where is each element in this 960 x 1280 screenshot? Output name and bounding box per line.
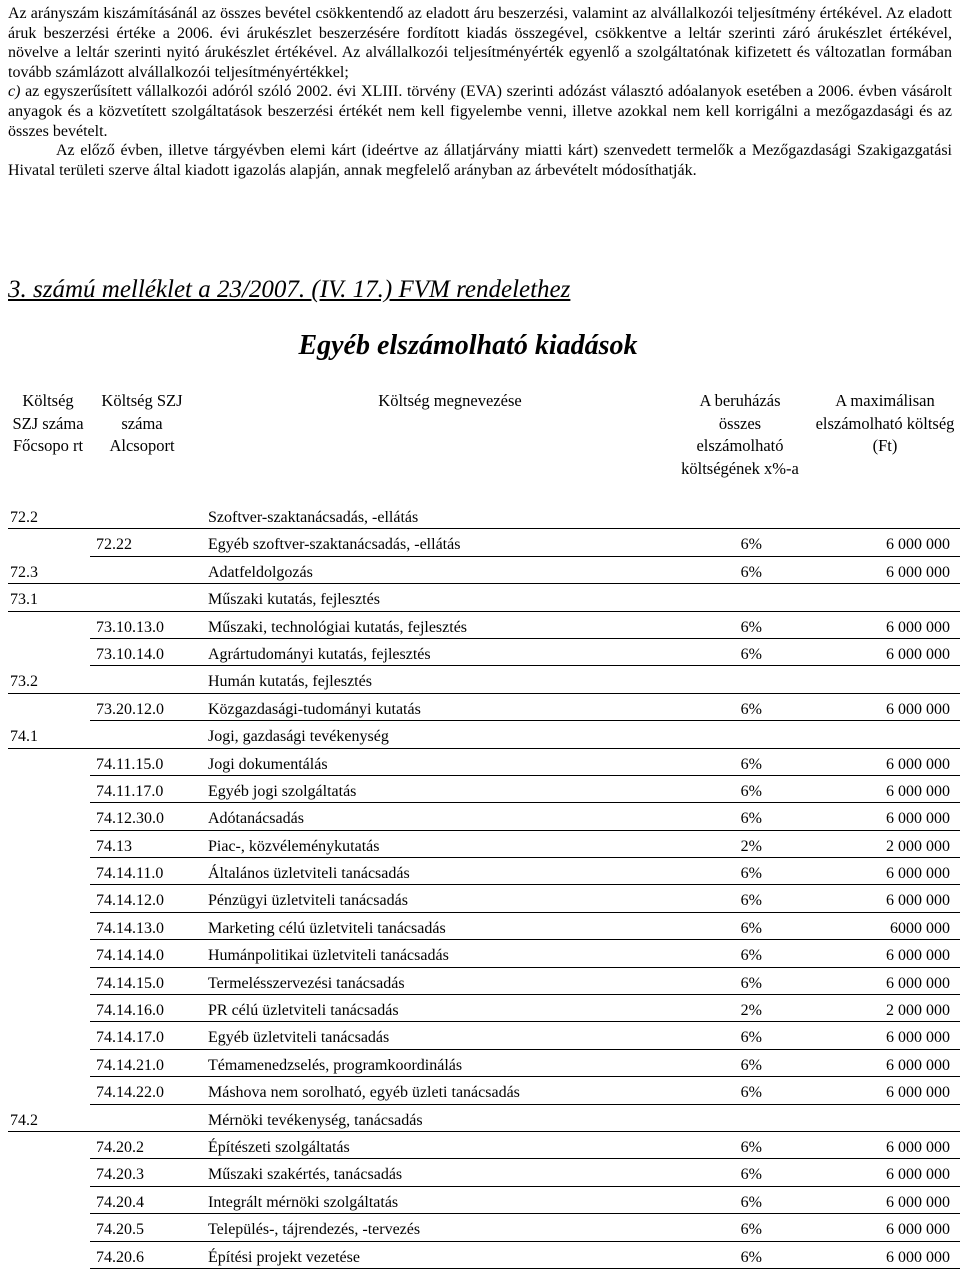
- cell-max-cost: 2 000 000: [886, 1002, 950, 1020]
- cell-subgroup: 74.14.15.0: [96, 974, 164, 992]
- cell-cost-name: Műszaki szakértés, tanácsadás: [208, 1166, 403, 1184]
- cell-max-cost: 6 000 000: [886, 892, 950, 910]
- intro-paragraph-3: Az előző évben, illetve tárgyévben elemi kárt (ideértve az állatjárvány miatti kárt) szenvedett termelők a Mezőgazdasági Szakigazgatási Hivatal területi szerve által kiadott igazolás alapján, annak megfelelő arányban az árbevételt módosíthatják.: [8, 142, 952, 179]
- table-row: [0, 778, 960, 805]
- table-row: [0, 1189, 960, 1216]
- cell-cost-name: Termelésszervezési tanácsadás: [208, 974, 405, 992]
- cell-main-group: 72.2: [10, 509, 38, 526]
- cell-max-cost: 6 000 000: [886, 1248, 950, 1266]
- cell-cost-name: Marketing célú üzletviteli tanácsadás: [208, 919, 446, 937]
- cell-max-cost: 6 000 000: [886, 782, 950, 800]
- table-row: [0, 1216, 960, 1243]
- cell-percentage: 6%: [740, 865, 762, 883]
- cell-subgroup: 74.20.5: [96, 1221, 144, 1239]
- annex-title: 3. számú melléklet a 23/2007. (IV. 17.) FVM rendelethez: [8, 276, 571, 303]
- table-row: [0, 1079, 960, 1106]
- cell-percentage: 6%: [740, 1138, 762, 1156]
- header-cost-name: Költség megnevezése: [378, 391, 522, 410]
- cell-subgroup: 74.14.14.0: [96, 947, 164, 965]
- table-row: [0, 887, 960, 914]
- cell-percentage: 6%: [740, 810, 762, 828]
- cell-subgroup: 73.10.13.0: [96, 618, 164, 636]
- intro-paragraph-1: Az arányszám kiszámításánál az összes bevétel csökkentendő az eladott áru beszerzési, valamint az alvállalkozói teljesítmény értékével. Az eladott áruk beszerzési értéke a 2006. évi árukészlet beszerzésére fordított kiadás összegével, csökkentve a leltár szerinti záró árukészlet értékével, növelve a leltár szerinti nyitó árukészlet értékével. Az alvállalkozói teljesítményérték egyenlő a szolgáltatónak kifizetett és változatlan formában tovább számlázott alvállalkozói teljesítményértékkel;: [8, 5, 952, 81]
- cell-subgroup: 74.20.6: [96, 1248, 144, 1266]
- table-row: [0, 805, 960, 832]
- table-row: [0, 833, 960, 860]
- cell-cost-name: Piac-, közvéleménykutatás: [208, 837, 380, 855]
- table-row: [0, 942, 960, 969]
- cell-percentage: 6%: [740, 1166, 762, 1184]
- cell-cost-name: Humánpolitikai üzletviteli tanácsadás: [208, 947, 449, 965]
- cell-subgroup: 74.11.17.0: [96, 782, 164, 800]
- row-divider: [90, 1213, 960, 1214]
- cell-max-cost: 6 000 000: [886, 1056, 950, 1074]
- row-divider: [8, 611, 960, 612]
- table-row: [0, 696, 960, 723]
- row-divider: [90, 775, 960, 776]
- cell-main-group: 73.1: [10, 591, 38, 609]
- cell-percentage: 2%: [740, 1002, 762, 1020]
- row-divider: [90, 1021, 960, 1022]
- cell-max-cost: 6 000 000: [886, 974, 950, 992]
- cell-subgroup: 74.13: [96, 837, 132, 855]
- row-divider: [8, 1131, 960, 1132]
- cell-subgroup: 72.22: [96, 536, 132, 554]
- cell-max-cost: 6000 000: [890, 919, 950, 937]
- cell-percentage: 6%: [740, 755, 762, 773]
- intro-text: [8, 4, 952, 180]
- cell-subgroup: 74.14.17.0: [96, 1029, 164, 1047]
- cell-cost-name: Egyéb üzletviteli tanácsadás: [208, 1029, 390, 1047]
- cell-cost-name: Műszaki kutatás, fejlesztés: [208, 591, 380, 609]
- cell-percentage: 6%: [740, 645, 762, 663]
- table-row: [0, 1244, 960, 1271]
- list-text: az egyszerűsített vállalkozói adóról szóló 2002. évi XLIII. törvény (EVA) szerinti adózást választó adóalanyok esetében a 2006. évben vásárolt anyagok és a közvetített szolgáltatások beszerzési értékét nem kell figyelembe venni, illetve azokkal nem kell korrigálni a mezőgazdasági és az összes bevételt.: [8, 83, 952, 140]
- cell-subgroup: 74.14.13.0: [96, 919, 164, 937]
- cell-main-group: 73.2: [10, 673, 38, 691]
- table-row: [0, 915, 960, 942]
- header-main-group: Költség SZJ száma Főcsopo rt: [12, 391, 84, 455]
- cell-cost-name: Egyéb jogi szolgáltatás: [208, 782, 357, 800]
- row-divider: [90, 1268, 960, 1269]
- table-row: [0, 504, 960, 531]
- row-divider: [90, 994, 960, 995]
- cell-percentage: 6%: [740, 947, 762, 965]
- row-divider: [90, 1186, 960, 1187]
- cell-max-cost: 6 000 000: [886, 1193, 950, 1211]
- row-divider: [8, 528, 960, 529]
- row-divider: [8, 583, 960, 584]
- cell-percentage: 6%: [740, 782, 762, 800]
- row-divider: [90, 1104, 960, 1105]
- cell-cost-name: Integrált mérnöki szolgáltatás: [208, 1193, 399, 1211]
- cell-max-cost: 6 000 000: [886, 563, 950, 581]
- row-divider: [90, 884, 960, 885]
- cell-percentage: 6%: [740, 919, 762, 937]
- cell-percentage: 6%: [740, 563, 762, 581]
- cell-cost-name: Egyéb szoftver-szaktanácsadás, -ellátás: [208, 536, 461, 554]
- cell-max-cost: 6 000 000: [886, 810, 950, 828]
- row-divider: [90, 638, 960, 639]
- intro-paragraph-2: [8, 82, 952, 141]
- cell-cost-name: Pénzügyi üzletviteli tanácsadás: [208, 892, 408, 910]
- row-divider: [90, 967, 960, 968]
- cell-percentage: 6%: [740, 618, 762, 636]
- cell-percentage: 6%: [740, 1056, 762, 1074]
- cell-subgroup: 74.14.11.0: [96, 865, 164, 883]
- cell-subgroup: 73.10.14.0: [96, 645, 164, 663]
- cell-cost-name: Jogi dokumentálás: [208, 755, 328, 773]
- cell-percentage: 6%: [740, 1248, 762, 1266]
- cost-table-body: [0, 504, 960, 1271]
- table-row: [0, 1024, 960, 1051]
- cell-subgroup: 74.14.12.0: [96, 892, 164, 910]
- cell-cost-name: Adatfeldolgozás: [208, 563, 313, 581]
- cell-max-cost: 6 000 000: [886, 947, 950, 965]
- row-divider: [90, 857, 960, 858]
- cell-cost-name: Szoftver-szaktanácsadás, -ellátás: [208, 509, 419, 526]
- cell-subgroup: 74.11.15.0: [96, 755, 164, 773]
- table-row: [0, 614, 960, 641]
- cell-cost-name: Műszaki, technológiai kutatás, fejlesztés: [208, 618, 468, 636]
- cell-subgroup: 74.12.30.0: [96, 810, 164, 828]
- cell-subgroup: 74.20.3: [96, 1166, 144, 1184]
- row-divider: [8, 748, 960, 749]
- table-row: [0, 668, 960, 695]
- table-row: [0, 531, 960, 558]
- cell-percentage: 2%: [740, 837, 762, 855]
- cell-max-cost: 6 000 000: [886, 618, 950, 636]
- table-row: [0, 1052, 960, 1079]
- cell-subgroup: 74.14.21.0: [96, 1056, 164, 1074]
- cell-max-cost: 6 000 000: [886, 1138, 950, 1156]
- cell-max-cost: 6 000 000: [886, 865, 950, 883]
- row-divider: [90, 665, 960, 666]
- row-divider: [90, 1076, 960, 1077]
- cell-percentage: 6%: [740, 892, 762, 910]
- cell-percentage: 6%: [740, 536, 762, 554]
- row-divider: [90, 802, 960, 803]
- cell-max-cost: 6 000 000: [886, 1029, 950, 1047]
- cell-cost-name: Általános üzletviteli tanácsadás: [208, 865, 410, 883]
- table-row: [0, 641, 960, 668]
- cell-cost-name: Építési projekt vezetése: [208, 1248, 360, 1266]
- document-title: Egyéb elszámolható kiadások: [298, 330, 638, 361]
- cell-cost-name: Adótanácsadás: [208, 810, 304, 828]
- cell-cost-name: Mérnöki tevékenység, tanácsadás: [208, 1111, 423, 1129]
- header-max-cost: A maximálisan elszámolható költség (Ft): [815, 391, 955, 455]
- table-row: [0, 751, 960, 778]
- table-row: [0, 860, 960, 887]
- table-header: [0, 390, 960, 502]
- cell-cost-name: Máshova nem sorolható, egyéb üzleti tanácsadás: [208, 1084, 520, 1102]
- cell-max-cost: 6 000 000: [886, 700, 950, 718]
- cell-cost-name: PR célú üzletviteli tanácsadás: [208, 1002, 399, 1020]
- row-divider: [90, 720, 960, 721]
- cell-percentage: 6%: [740, 1193, 762, 1211]
- row-divider: [90, 556, 960, 557]
- cell-cost-name: Témamenedzselés, programkoordinálás: [208, 1056, 463, 1074]
- row-divider: [90, 1158, 960, 1159]
- row-divider: [90, 1241, 960, 1242]
- cell-main-group: 74.2: [10, 1111, 38, 1129]
- table-row: [0, 1107, 960, 1134]
- table-row: [0, 1134, 960, 1161]
- row-divider: [90, 830, 960, 831]
- cell-percentage: 6%: [740, 1029, 762, 1047]
- cell-cost-name: Jogi, gazdasági tevékenység: [208, 728, 389, 746]
- cell-max-cost: 6 000 000: [886, 1084, 950, 1102]
- cell-percentage: 6%: [740, 700, 762, 718]
- row-divider: [8, 693, 960, 694]
- cell-cost-name: Település-, tájrendezés, -tervezés: [208, 1221, 421, 1239]
- row-divider: [90, 939, 960, 940]
- cell-subgroup: 74.20.2: [96, 1138, 144, 1156]
- cell-main-group: 74.1: [10, 728, 38, 746]
- header-percentage: A beruházás összes elszámolható költségének x%-a: [681, 391, 799, 478]
- cell-cost-name: Közgazdasági-tudományi kutatás: [208, 700, 421, 718]
- row-divider: [90, 912, 960, 913]
- cell-cost-name: Agrártudományi kutatás, fejlesztés: [208, 645, 431, 663]
- table-row: [0, 1161, 960, 1188]
- table-row: [0, 970, 960, 997]
- table-row: [0, 586, 960, 613]
- table-row: [0, 997, 960, 1024]
- table-row: [0, 559, 960, 586]
- cell-cost-name: Humán kutatás, fejlesztés: [208, 673, 372, 691]
- cell-cost-name: Építészeti szolgáltatás: [208, 1138, 350, 1156]
- cell-max-cost: 6 000 000: [886, 645, 950, 663]
- cell-main-group: 72.3: [10, 563, 38, 581]
- cell-max-cost: 2 000 000: [886, 837, 950, 855]
- list-marker: c): [8, 83, 21, 101]
- cell-percentage: 6%: [740, 1084, 762, 1102]
- table-row: [0, 723, 960, 750]
- cell-max-cost: 6 000 000: [886, 1166, 950, 1184]
- intro-paragraph-2-text: [8, 83, 952, 139]
- header-subgroup: Költség SZJ száma Alcsoport: [101, 391, 183, 455]
- cell-subgroup: 74.14.22.0: [96, 1084, 164, 1102]
- cell-percentage: 6%: [740, 974, 762, 992]
- cell-max-cost: 6 000 000: [886, 755, 950, 773]
- cell-subgroup: 74.14.16.0: [96, 1002, 164, 1020]
- cell-max-cost: 6 000 000: [886, 1221, 950, 1239]
- cell-subgroup: 73.20.12.0: [96, 700, 164, 718]
- cell-percentage: 6%: [740, 1221, 762, 1239]
- row-divider: [90, 1049, 960, 1050]
- cell-max-cost: 6 000 000: [886, 536, 950, 554]
- cell-subgroup: 74.20.4: [96, 1193, 144, 1211]
